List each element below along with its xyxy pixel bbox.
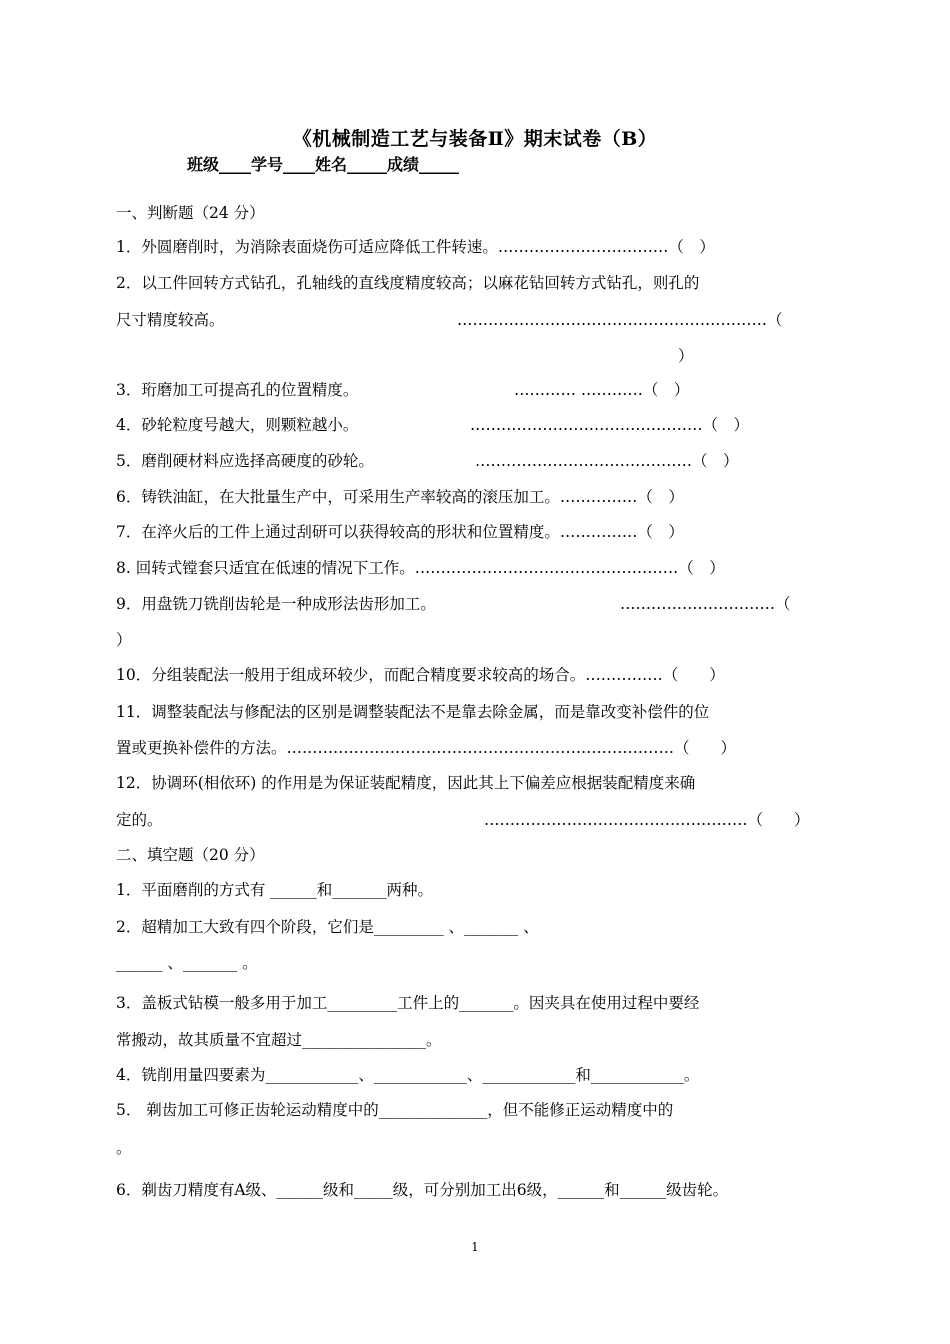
question-item: 11．调整装配法与修配法的区别是调整装配法不是靠去除金属，而是靠改变补偿件的位 bbox=[116, 703, 710, 721]
answer-leader: ………………………………………（ ） bbox=[470, 416, 750, 434]
question-item: 5． 剃齿加工可修正齿轮运动精度中的______________，但不能修正运动精度中的 bbox=[116, 1101, 674, 1119]
question-item: 10．分组装配法一般用于组成环较少，而配合精度要求较高的场合。……………（ ） bbox=[116, 666, 725, 684]
question-item: 尺寸精度较高。 bbox=[116, 311, 225, 329]
question-item: 1．平面磨削的方式有 ______和_______两种。 bbox=[116, 881, 434, 899]
question-item: 8. 回转式镗套只适宜在低速的情况下工作。……………………………………………（ ） bbox=[116, 559, 725, 577]
question-item: 6．剃齿刀精度有A级、______级和_____级，可分别加工出6级，______和______级齿轮。 bbox=[116, 1181, 729, 1199]
question-item: 定的。 bbox=[116, 811, 163, 829]
answer-leader: ………… …………（ ） bbox=[514, 381, 690, 399]
question-item: 置或更换补偿件的方法。…………………………………………………………………（ ） bbox=[116, 739, 737, 757]
answer-paren: ） bbox=[678, 347, 694, 365]
answer-leader: ……………………………………………………（ bbox=[457, 311, 783, 329]
question-item: 2．以工件回转方式钻孔，孔轴线的直线度精度较高；以麻花钻回转方式钻孔，则孔的 bbox=[116, 274, 700, 292]
page-title: 《机械制造工艺与装备Ⅱ》期末试卷（B） bbox=[292, 128, 658, 150]
answer-leader: ……………………………………（ ） bbox=[475, 452, 739, 470]
student-info-line: 班级____学号____姓名_____成绩_____ bbox=[187, 155, 460, 174]
section-heading: 二、填空题（20 分） bbox=[116, 846, 265, 864]
question-item: 7．在淬火后的工件上通过刮研可以获得较高的形状和位置精度。……………（ ） bbox=[116, 523, 684, 541]
question-item: 9．用盘铣刀铣削齿轮是一种成形法齿形加工。 bbox=[116, 595, 436, 613]
answer-leader: ……………………………………………（ ） bbox=[484, 811, 810, 829]
question-item: 3．盖板式钻模一般多用于加工_________工件上的_______。因夹具在使用过程中要经 bbox=[116, 994, 700, 1012]
question-item: 5．磨削硬材料应选择高硬度的砂轮。 bbox=[116, 452, 374, 470]
question-item: 12．协调环(相依环) 的作用是为保证装配精度，因此其上下偏差应根据装配精度来确 bbox=[116, 774, 696, 792]
question-item: 常搬动，故其质量不宜超过________________。 bbox=[116, 1031, 442, 1049]
question-item: 4．砂轮粒度号越大，则颗粒越小。 bbox=[116, 416, 359, 434]
answer-paren: ） bbox=[116, 631, 132, 649]
question-item: 3．珩磨加工可提高孔的位置精度。 bbox=[116, 381, 359, 399]
question-item: 。 bbox=[116, 1139, 132, 1157]
answer-leader: …………………………（ bbox=[620, 595, 791, 613]
question-item: 6．铸铁油缸，在大批量生产中，可采用生产率较高的滚压加工。……………（ ） bbox=[116, 488, 684, 506]
question-item: 4．铣削用量四要素为____________、____________、____________和____________。 bbox=[116, 1066, 700, 1084]
question-item: ______ 、_______ 。 bbox=[116, 954, 258, 972]
question-item: 1．外圆磨削时，为消除表面烧伤可适应降低工件转速。……………………………（ ） bbox=[116, 238, 715, 256]
page-number: 1 bbox=[471, 1240, 479, 1254]
question-item: 2．超精加工大致有四个阶段，它们是_________ 、_______ 、 bbox=[116, 918, 539, 936]
section-heading: 一、判断题（24 分） bbox=[116, 204, 265, 222]
